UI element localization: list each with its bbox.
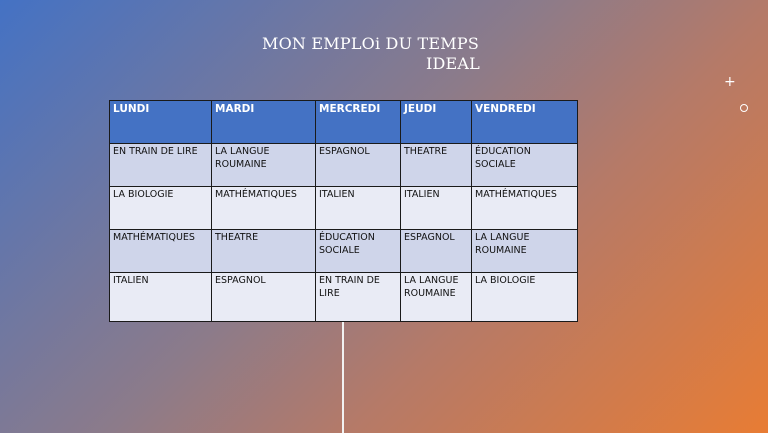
table-cell: LA LANGUE ROUMAINE bbox=[472, 230, 578, 273]
table-cell: LA LANGUE ROUMAINE bbox=[401, 273, 472, 322]
table-row bbox=[110, 144, 578, 187]
header-lundi: LUNDI bbox=[110, 101, 212, 144]
schedule-table bbox=[109, 100, 578, 322]
page-title bbox=[262, 34, 480, 74]
table-cell: MATHÉMATIQUES bbox=[472, 187, 578, 230]
header-jeudi: JEUDI bbox=[401, 101, 472, 144]
table-cell: ITALIEN bbox=[110, 273, 212, 322]
title-line-1: MON EMPLOi DU TEMPS bbox=[262, 34, 480, 53]
table-row bbox=[110, 273, 578, 322]
table-cell: THEATRE bbox=[401, 144, 472, 187]
circle-icon bbox=[740, 104, 748, 112]
table-cell: LA BIOLOGIE bbox=[110, 187, 212, 230]
table-cell: EN TRAIN DE LIRE bbox=[316, 273, 401, 322]
table-cell: ESPAGNOL bbox=[401, 230, 472, 273]
table-cell: MATHÉMATIQUES bbox=[212, 187, 316, 230]
table-cell: ITALIEN bbox=[316, 187, 401, 230]
table-cell: ITALIEN bbox=[401, 187, 472, 230]
table-cell: ÉDUCATION SOCIALE bbox=[472, 144, 578, 187]
table-cell: ÉDUCATION SOCIALE bbox=[316, 230, 401, 273]
table-cell: THEATRE bbox=[212, 230, 316, 273]
decorative-vertical-line bbox=[342, 322, 344, 433]
title-line-2: IDEAL bbox=[425, 54, 480, 73]
table-row bbox=[110, 230, 578, 273]
table-row bbox=[110, 187, 578, 230]
table-cell: LA BIOLOGIE bbox=[472, 273, 578, 322]
header-vendredi: VENDREDI bbox=[472, 101, 578, 144]
header-mardi: MARDI bbox=[212, 101, 316, 144]
header-mercredi: MERCREDI bbox=[316, 101, 401, 144]
table-cell: EN TRAIN DE LIRE bbox=[110, 144, 212, 187]
table-cell: MATHÉMATIQUES bbox=[110, 230, 212, 273]
table-cell: ESPAGNOL bbox=[212, 273, 316, 322]
plus-icon: + bbox=[724, 74, 736, 90]
table-header-row bbox=[110, 101, 578, 144]
table-cell: LA LANGUE ROUMAINE bbox=[212, 144, 316, 187]
table-cell: ESPAGNOL bbox=[316, 144, 401, 187]
